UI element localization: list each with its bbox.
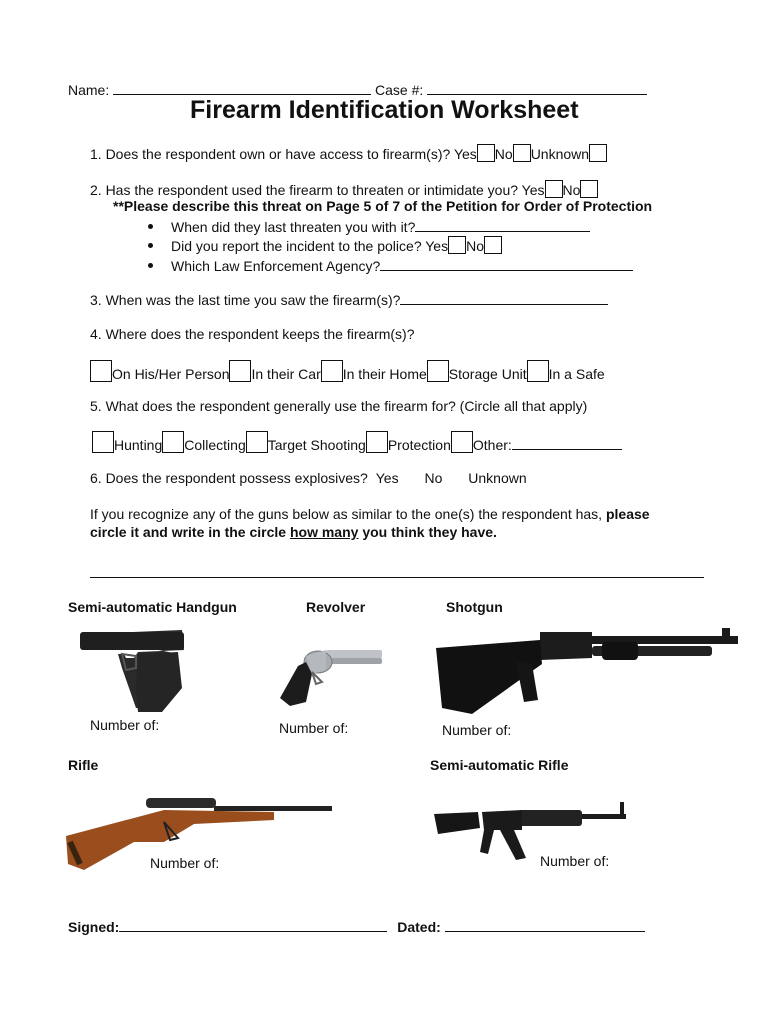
question-6 [90, 470, 527, 486]
q2-bullet-1-text: When did they last threaten you with it? [171, 219, 416, 235]
q5-collecting-label: Collecting [184, 437, 246, 453]
q2-yes-checkbox[interactable] [545, 180, 563, 198]
semi-rifle-label: Semi-automatic Rifle [430, 757, 569, 773]
handgun-label: Semi-automatic Handgun [68, 599, 237, 615]
q6-unknown-option[interactable]: Unknown [468, 470, 527, 486]
q4-person-checkbox[interactable] [90, 360, 112, 382]
q5-protection-checkbox[interactable] [366, 431, 388, 453]
q5-hunting-checkbox[interactable] [92, 431, 114, 453]
question-5-text: 5. What does the respondent generally use the firearm for? (Circle all that apply) [90, 398, 588, 414]
question-2 [90, 180, 598, 198]
semi-rifle-count-label: Number of: [540, 853, 610, 869]
revolver-barrel-icon [326, 650, 382, 658]
question-1-text: 1. Does the respondent own or have access to firearm(s)? [90, 146, 451, 162]
handgun-image[interactable] [78, 628, 190, 714]
instruction-line-1 [90, 506, 650, 522]
q2-bullet-3 [148, 256, 633, 274]
signed-label: Signed: [68, 919, 120, 935]
q2-no-checkbox[interactable] [580, 180, 598, 198]
last-threat-field[interactable] [415, 217, 590, 232]
case-field[interactable] [427, 80, 647, 95]
q4-home-label: In their Home [342, 366, 427, 382]
page-title: Firearm Identification Worksheet [190, 96, 579, 124]
q2-bullet-2 [148, 236, 502, 254]
rifle-barrel-icon [214, 806, 332, 811]
last-seen-field[interactable] [400, 290, 608, 305]
q5-other-label: Other: [472, 437, 512, 453]
name-field[interactable] [113, 80, 371, 95]
q1-no-checkbox[interactable] [513, 144, 531, 162]
q2-yes-label: Yes [521, 182, 545, 198]
rifle-count-label: Number of: [150, 855, 220, 871]
shotgun-receiver-icon [540, 632, 592, 660]
semi-rifle-receiver-icon [482, 810, 522, 830]
q6-yes-option[interactable]: Yes [375, 470, 399, 486]
semi-rifle-sight-icon [620, 802, 624, 816]
q4-safe-checkbox[interactable] [527, 360, 549, 382]
instruction-line-2 [90, 524, 497, 540]
question-2-text: 2. Has the respondent used the firearm to threaten or intimidate you? [90, 182, 519, 198]
shotgun-image[interactable] [432, 622, 740, 714]
instruction-text: If you recognize any of the guns below as similar to the one(s) the respondent has, [90, 506, 606, 522]
revolver-image[interactable] [276, 640, 386, 710]
q4-safe-label: In a Safe [548, 366, 605, 382]
instruction-bold: please [605, 506, 650, 522]
shotgun-label: Shotgun [446, 599, 503, 615]
bullet-icon [148, 224, 153, 229]
q5-options [92, 431, 622, 453]
handgun-grip-icon [136, 652, 182, 712]
question-6-text: 6. Does the respondent possess explosives? [90, 470, 368, 486]
rifle-label: Rifle [68, 757, 99, 773]
question-4-text: 4. Where does the respondent keeps the firearm(s)? [90, 326, 415, 342]
q4-car-label: In their Car [251, 366, 321, 382]
police-no-checkbox[interactable] [484, 236, 502, 254]
q4-car-checkbox[interactable] [229, 360, 251, 382]
q1-yes-label: Yes [453, 146, 477, 162]
revolver-label: Revolver [306, 599, 366, 615]
rifle-scope-icon [146, 798, 216, 808]
q6-no-option[interactable]: No [424, 470, 443, 486]
divider [90, 577, 704, 578]
handgun-count-label: Number of: [90, 717, 160, 733]
bullet-icon [148, 263, 153, 268]
q1-no-label: No [494, 146, 513, 162]
q5-hunting-label: Hunting [114, 437, 163, 453]
police-no-label: No [466, 238, 484, 254]
q1-unknown-checkbox[interactable] [589, 144, 607, 162]
dated-label: Dated: [397, 919, 441, 935]
bullet-icon [148, 243, 153, 248]
q2-no-label: No [562, 182, 581, 198]
q2-note: **Please describe this threat on Page 5 of 7 of the Petition for Order of Protection [113, 198, 653, 214]
q5-other-field[interactable] [512, 435, 622, 450]
signed-row [68, 917, 645, 935]
shotgun-count-label: Number of: [442, 722, 512, 738]
case-label: Case #: [375, 82, 424, 98]
signed-field[interactable] [119, 917, 387, 932]
question-1 [90, 144, 607, 162]
q5-target-checkbox[interactable] [246, 431, 268, 453]
q4-storage-checkbox[interactable] [427, 360, 449, 382]
agency-field[interactable] [380, 256, 633, 271]
semi-rifle-stock-icon [434, 812, 480, 834]
q5-protection-label: Protection [387, 437, 451, 453]
shotgun-pump-icon [602, 642, 638, 660]
instruction-bold-3: you think they have. [358, 524, 497, 540]
q2-bullet-1 [148, 217, 590, 235]
q4-home-checkbox[interactable] [321, 360, 343, 382]
semi-rifle-magazine-icon [500, 830, 526, 860]
q2-bullet-3-text: Which Law Enforcement Agency? [171, 258, 381, 274]
question-3 [90, 290, 608, 308]
q5-target-label: Target Shooting [267, 437, 366, 453]
shotgun-sight-icon [722, 628, 730, 638]
q5-collecting-checkbox[interactable] [162, 431, 184, 453]
q4-storage-label: Storage Unit [448, 366, 527, 382]
semi-rifle-handguard-icon [518, 810, 582, 826]
police-yes-checkbox[interactable] [448, 236, 466, 254]
police-yes-label: Yes [425, 238, 449, 254]
question-3-text: 3. When was the last time you saw the firearm(s)? [90, 292, 401, 308]
instruction-underline: how many [289, 524, 359, 540]
q5-other-checkbox[interactable] [451, 431, 473, 453]
q2-bullet-2-text: Did you report the incident to the police? [171, 238, 422, 254]
dated-field[interactable] [445, 917, 645, 932]
q1-unknown-label: Unknown [530, 146, 590, 162]
q4-person-label: On His/Her Person [112, 366, 230, 382]
q1-yes-checkbox[interactable] [477, 144, 495, 162]
revolver-count-label: Number of: [279, 720, 349, 736]
instruction-bold-2: circle it and write in the circle [90, 524, 290, 540]
revolver-grip-icon [280, 662, 312, 706]
semi-rifle-grip-icon [480, 830, 494, 854]
name-label: Name: [68, 82, 110, 98]
revolver-trigger-icon [312, 672, 322, 684]
handgun-slide-icon [80, 632, 184, 650]
q4-options [90, 360, 605, 382]
